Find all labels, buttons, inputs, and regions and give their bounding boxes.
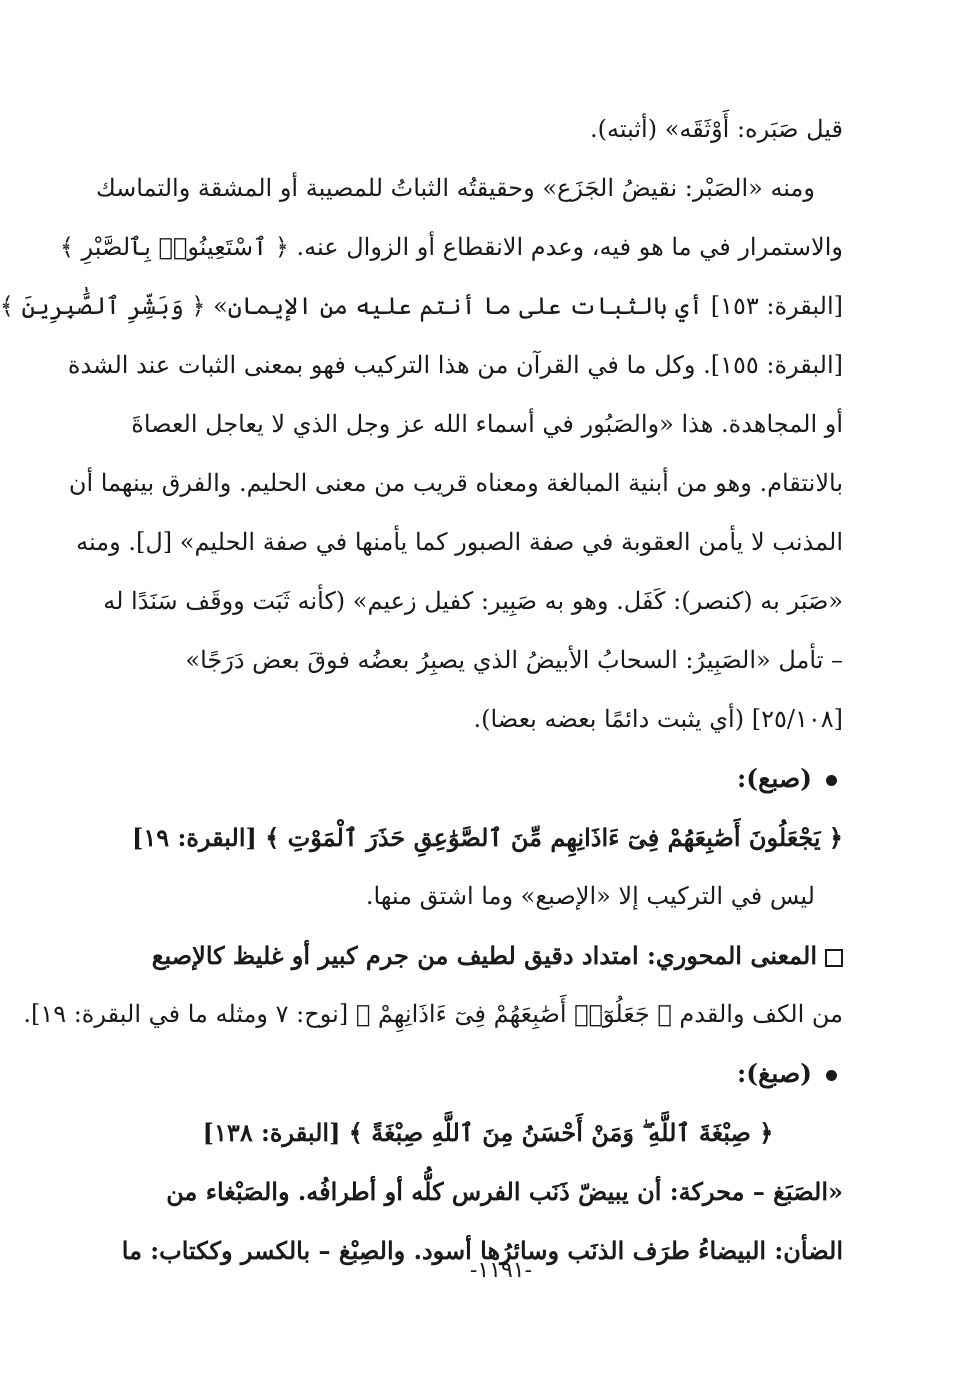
text-line-1: قيل صَبَره: أَوْثَقَه» (أثبته). — [590, 115, 843, 143]
bullet-icon — [826, 775, 837, 786]
text-line-10: – تأمل «الصَبِيرُ: السحابُ الأبيضُ الذي يصبِرُ بعضُه فوقَ بعض دَرَجًا» — [185, 646, 843, 674]
section-heading-sabagha — [133, 1044, 843, 1103]
text-line-2: ومنه «الصَبْر: نقيضُ الجَزَع» وحقيقتُه الثباتُ للمصيبة أو المشقة والتماسك — [95, 174, 815, 202]
text-line-8: المذنب لا يأمن العقوبة في صفة الصبور كما يأمنها في صفة الحليم» [ل]. ومنه — [76, 528, 843, 556]
core-meaning-text: امتداد دقيق لطيف من جرم كبير أو غليظ كالإصبع — [151, 941, 647, 970]
verse-text: ﴿ يَجْعَلُونَ أَصَٰبِعَهُمْ فِىٓ ءَاذَانِهِم مِّنَ ٱلصَّوَٰعِقِ حَذَرَ ٱلْمَوْتِ ﴾ [البقرة: ١٩] — [131, 823, 843, 852]
core-meaning-label: المعنى المحوري: — [646, 941, 817, 970]
core-meaning-continuation: من الكف والقدم ﴿ جَعَلُوٓا۟ أَصَٰبِعَهُمْ فِىٓ ءَاذَانِهِمْ ﴾ [نوح: ٧ ومثله ما في البقرة: ١٩]. — [23, 1000, 843, 1028]
section-heading-sabaa — [133, 749, 843, 808]
text-line-9: «صَبَر به (كنصر): كَفَل. وهو به صَبِير: كفيل زعيم» (كأنه ثَبَت ووقَف سَنَدًا له — [103, 587, 843, 615]
heading-text: (صبغ): — [737, 1059, 812, 1088]
verse-text: ﴿ صِبْغَةَ ٱللَّهِ ۖ وَمَنْ أَحْسَنُ مِنَ ٱللَّهِ صِبْغَةً ﴾ [البقرة: ١٣٨] — [202, 1118, 774, 1147]
quran-verse-1 — [133, 808, 843, 867]
text-line-after-2: الضأن: البيضاءُ طرَف الذنَب وسائرُها أسود. والصِبْغ – بالكسر وككتاب: ما — [121, 1236, 843, 1265]
text-line-6: أو المجاهدة. هذا «والصَبُور في أسماء الله عز وجل الذي لا يعاجل العصاةَ — [131, 410, 843, 438]
text-line-3: والاستمرار في ما هو فيه، وعدم الانقطاع أو الزوال عنه. ﴿ ٱسْتَعِينُوا۟ بِٱلصَّبْرِ ﴾ — [59, 233, 843, 261]
quran-verse-2 — [133, 1103, 843, 1162]
checkbox-square-icon — [825, 949, 843, 967]
page-body — [0, 100, 843, 1280]
text-line-7: بالانتقام. وهو من أبنية المبالغة ومعناه قريب من معنى الحليم. والفرق بينهما أن — [68, 469, 843, 497]
text-line-note: ليس في التركيب إلا «الإصبع» وما اشتق منها. — [365, 882, 815, 910]
heading-text: (صبع): — [737, 764, 812, 793]
core-meaning-line — [133, 926, 843, 985]
text-line-11: [٢٥/١٠٨] (أي يثبت دائمًا بعضه بعضا). — [473, 705, 843, 733]
text-line-4: [البقرة: ١٥٣] أي بالثبات على ما أنتم عليه من الإيمان» ﴿ وَبَشِّرِ ٱلصَّٰبِرِينَ ﴾ — [0, 292, 843, 320]
bullet-icon — [826, 1070, 837, 1081]
page-number: -١١٩١- — [469, 1258, 533, 1283]
text-line-after-1: «الصَبَغ – محركة: أن يبيضّ ذَنَب الفرس كلُّه أو أطرافُه. والصَبْغاء من — [166, 1177, 843, 1206]
text-line-5: [البقرة: ١٥٥]. وكل ما في القرآن من هذا التركيب فهو بمعنى الثبات عند الشدة — [67, 351, 843, 379]
